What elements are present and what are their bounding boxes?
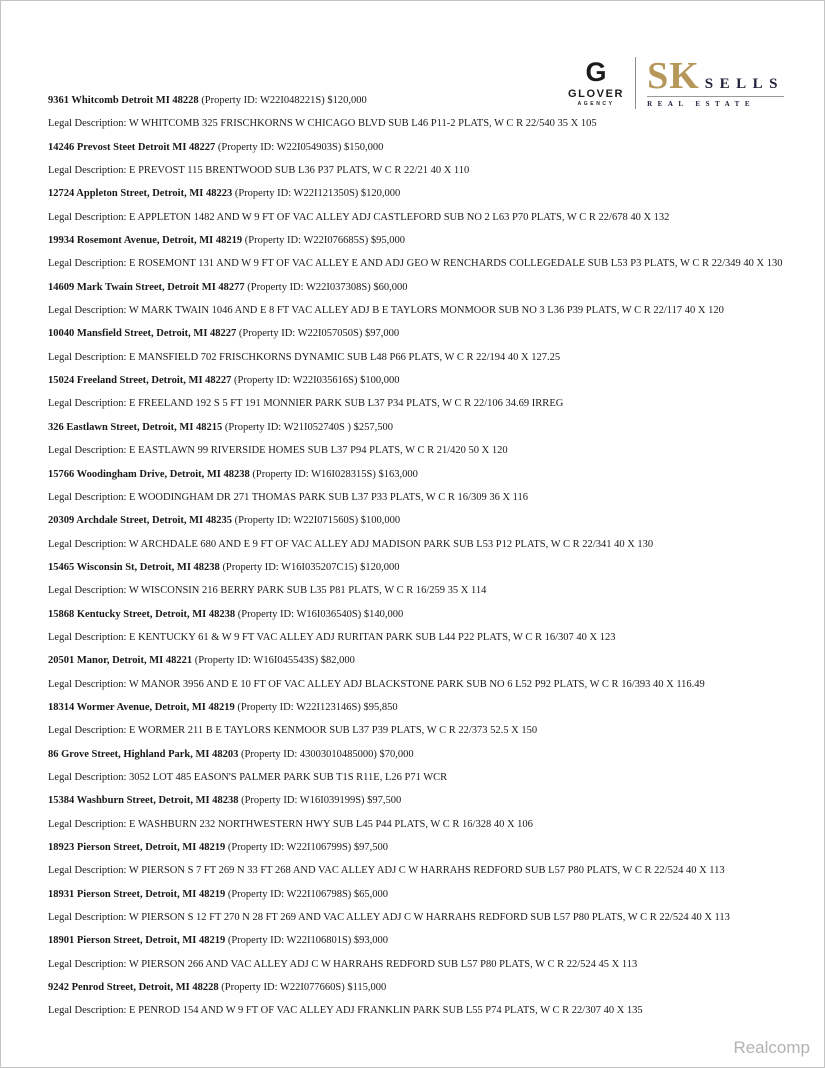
listing-header	[48, 603, 804, 626]
listing-legal-description: Legal Description: W MARK TWAIN 1046 AND E 8 FT VAC ALLEY ADJ B E TAYLORS MONMOOR SUB NO 3 L36 P39 PLATS, W C R 22/117 40 X 120	[48, 305, 724, 317]
listing-address: 15024 Freeland Street, Detroit, MI 48227	[48, 375, 232, 387]
listing-legal-description: Legal Description: E WORMER 211 B E TAYLORS KENMOOR SUB L37 P39 PLATS, W C R 22/373 52.5 X 150	[48, 725, 538, 737]
listing-details: (Property ID: W16I039199S) $97,500	[238, 795, 402, 807]
listing-legal-description: Legal Description: E FREELAND 192 S 5 FT 191 MONNIER PARK SUB L37 P34 PLATS, W C R 22/106 34.69 IRREG	[48, 398, 564, 410]
listing-details: (Property ID: W16I036540S) $140,000	[235, 608, 404, 620]
listing-address: 19934 Rosemont Avenue, Detroit, MI 48219	[48, 235, 243, 247]
listing-details: (Property ID: W22I071560S) $100,000	[232, 515, 401, 527]
listing-address: 15384 Washburn Street, Detroit, MI 48238	[48, 795, 239, 807]
listing-address: 14609 Mark Twain Street, Detroit MI 48277	[48, 281, 245, 293]
realcomp-watermark: Realcomp	[733, 1038, 810, 1057]
listing-header	[48, 229, 804, 252]
listing-address: 18901 Pierson Street, Detroit, MI 48219	[48, 935, 226, 947]
sk-sells-label: SELLS	[704, 75, 784, 92]
listing-legal-description: Legal Description: W MANOR 3956 AND E 10 FT OF VAC ALLEY ADJ BLACKSTONE PARK SUB NO 6 L52 P92 PLATS, W C R 16/393 40 X 116.49	[48, 678, 705, 690]
listing-header	[48, 743, 804, 766]
listing-details: (Property ID: W22I106798S) $65,000	[225, 888, 389, 900]
listing-address: 15766 Woodingham Drive, Detroit, MI 48238	[48, 468, 250, 480]
listing-legal-description: Legal Description: E MANSFIELD 702 FRISCHKORNS DYNAMIC SUB L48 P66 PLATS, W C R 22/194 40 X 127.25	[48, 351, 561, 363]
listing-legal-description: Legal Description: W PIERSON S 12 FT 270 N 28 FT 269 AND VAC ALLEY ADJ C W HARRAHS REDFORD SUB L57 P80 PLATS, W C R 22/524 40 X 113	[48, 912, 730, 924]
listing-header	[48, 649, 804, 672]
glover-agency-label: AGENCY	[577, 101, 615, 107]
listing-details: (Property ID: W16I035207C15) $120,000	[219, 561, 400, 573]
listing-legal-description: Legal Description: E PREVOST 115 BRENTWOOD SUB L36 P37 PLATS, W C R 22/21 40 X 110	[48, 165, 470, 177]
listing-details: (Property ID: W22I121350S) $120,000	[232, 188, 401, 200]
listing-header	[48, 463, 804, 486]
listing-legal-description: Legal Description: E KENTUCKY 61 & W 9 FT VAC ALLEY ADJ RURITAN PARK SUB L44 P22 PLATS, W C R 16/307 40 X 123	[48, 631, 616, 643]
listing-details: (Property ID: W16I045543S) $82,000	[192, 655, 355, 667]
listing-header	[48, 976, 804, 999]
listing-address: 14246 Prevost Steet Detroit MI 48227	[48, 141, 216, 153]
listing-header	[48, 836, 804, 859]
listing-address: 18314 Wormer Avenue, Detroit, MI 48219	[48, 701, 235, 713]
listing-details: (Property ID: W22I106799S) $97,500	[225, 842, 389, 853]
listing-header	[48, 416, 804, 439]
listing-details: (Property ID: W22I076685S) $95,000	[242, 235, 405, 247]
listing-details: (Property ID: W22I106801S) $93,000	[225, 935, 389, 947]
listing-legal-description: Legal Description: E PENROD 154 AND W 9 FT OF VAC ALLEY ADJ FRANKLIN PARK SUB L55 P74 PLATS, W C R 22/307 40 X 135	[48, 1005, 643, 1017]
listing-details: (Property ID: W21I052740S ) $257,500	[222, 421, 394, 433]
listing-address: 15465 Wisconsin St, Detroit, MI 48238	[48, 561, 220, 573]
listing-details: (Property ID: W22I054903S) $150,000	[215, 141, 384, 153]
listing-list	[48, 89, 804, 1023]
listing-address: 86 Grove Street, Highland Park, MI 48203	[48, 748, 239, 760]
listing-header	[48, 369, 804, 392]
listing-legal-description: Legal Description: W WHITCOMB 325 FRISCHKORNS W CHICAGO BLVD SUB L46 P11-2 PLATS, W C R 22/540 35 X 105	[48, 118, 597, 130]
listing-legal-description: Legal Description: W ARCHDALE 680 AND E 9 FT OF VAC ALLEY ADJ MADISON PARK SUB L53 P12 PLATS, W C R 22/341 40 X 130	[48, 538, 654, 550]
listing-details: (Property ID: W16I028315S) $163,000	[249, 468, 418, 480]
listing-legal-description: Legal Description: W PIERSON 266 AND VAC ALLEY ADJ C W HARRAHS REDFORD SUB L57 P80 PLATS, W C R 22/524 45 X 113	[48, 958, 638, 970]
listing-legal-description: Legal Description: W PIERSON S 7 FT 269 N 33 FT 268 AND VAC ALLEY ADJ C W HARRAHS REDFORD SUB L57 P80 PLATS, W C R 22/524 40 X 113	[48, 865, 725, 877]
listing-header	[48, 276, 804, 299]
listing-address: 20309 Archdale Street, Detroit, MI 48235	[48, 515, 233, 527]
listing-details: (Property ID: W22I035616S) $100,000	[231, 375, 400, 387]
listing-header	[48, 929, 804, 952]
listing-address: 9361 Whitcomb Detroit MI 48228	[48, 95, 199, 106]
glover-name-label: GLOVER	[568, 88, 625, 100]
listing-legal-description: Legal Description: E WOODINGHAM DR 271 THOMAS PARK SUB L37 P33 PLATS, W C R 16/309 36 X 116	[48, 491, 529, 503]
listing-legal-description: Legal Description: E APPLETON 1482 AND W 9 FT OF VAC ALLEY ADJ CASTLEFORD SUB NO 2 L63 P70 PLATS, W C R 22/678 40 X 132	[48, 211, 670, 223]
listing-address: 18923 Pierson Street, Detroit, MI 48219	[48, 842, 226, 853]
listing-details: (Property ID: 43003010485000) $70,000	[238, 748, 414, 760]
listing-details: (Property ID: W22I123146S) $95,850	[234, 701, 398, 713]
listing-header	[48, 322, 804, 345]
listing-legal-description: Legal Description: W WISCONSIN 216 BERRY PARK SUB L35 P81 PLATS, W C R 16/259 35 X 114	[48, 585, 487, 597]
listing-legal-description: Legal Description: E WASHBURN 232 NORTHWESTERN HWY SUB L45 P44 PLATS, W C R 16/328 40 X 106	[48, 818, 533, 830]
listing-header	[48, 789, 804, 812]
listing-header	[48, 509, 804, 532]
listing-header	[48, 182, 804, 205]
sk-initials: SK	[647, 54, 700, 97]
listing-legal-description: Legal Description: 3052 LOT 485 EASON'S PALMER PARK SUB T1S R11E, L26 P71 WCR	[48, 771, 448, 783]
sk-real-estate-label: REAL ESTATE	[647, 96, 784, 108]
listing-details: (Property ID: W22I048221S) $120,000	[198, 95, 367, 106]
listing-address: 20501 Manor, Detroit, MI 48221	[48, 655, 193, 667]
listing-header	[48, 883, 804, 906]
listing-address: 15868 Kentucky Street, Detroit, MI 48238	[48, 608, 236, 620]
listing-address: 18931 Pierson Street, Detroit, MI 48219	[48, 888, 226, 900]
glover-g-icon: G	[585, 57, 607, 87]
listing-address: 10040 Mansfield Street, Detroit, MI 48227	[48, 328, 237, 340]
listing-header	[48, 89, 804, 112]
listing-header	[48, 136, 804, 159]
listing-details: (Property ID: W22I037308S) $60,000	[244, 281, 408, 293]
listing-address: 326 Eastlawn Street, Detroit, MI 48215	[48, 421, 223, 433]
listing-header	[48, 696, 804, 719]
listing-address: 9242 Penrod Street, Detroit, MI 48228	[48, 982, 219, 994]
listing-legal-description: Legal Description: E ROSEMONT 131 AND W 9 FT OF VAC ALLEY E AND ADJ GEO W RENCHARDS COLLEGEDALE SUB L53 P3 PLATS, W C R 22/349 40 X 130	[48, 258, 783, 270]
listing-header	[48, 556, 804, 579]
listing-address: 12724 Appleton Street, Detroit, MI 48223	[48, 188, 233, 200]
listing-details: (Property ID: W22I077660S) $115,000	[218, 982, 387, 994]
listing-legal-description: Legal Description: E EASTLAWN 99 RIVERSIDE HOMES SUB L37 P94 PLATS, W C R 21/420 50 X 120	[48, 445, 508, 457]
listing-details: (Property ID: W22I057050S) $97,000	[236, 328, 400, 340]
